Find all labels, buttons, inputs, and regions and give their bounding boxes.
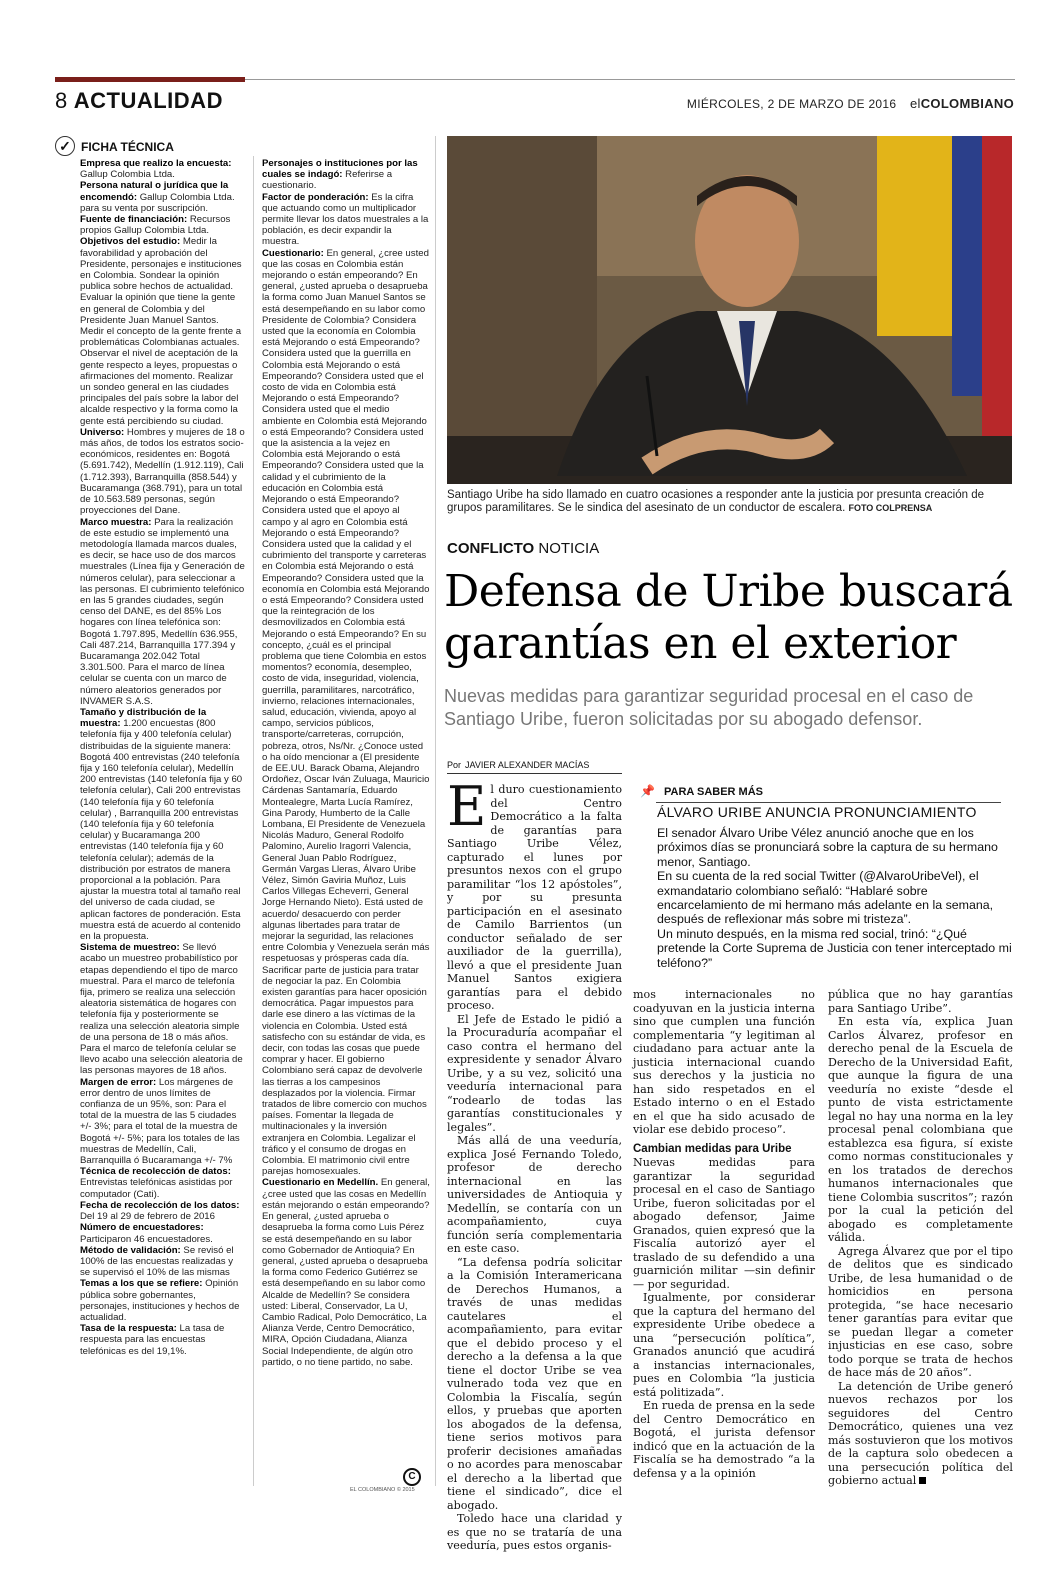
article-column-2 [633, 988, 815, 1480]
ficha-entry: Método de validación: Se revisó el 100% de las encuestas realizadas y se supervisó el 10% de las mismas [80, 1244, 234, 1279]
paragraph: Igualmente, por considerar que la captura del hermano del expresidente Uribe obedece a una “persecución política”, Granados anunció que acudirá a instancias internacionales, pues en Colombia “la justicia está politizada”. [633, 1291, 815, 1399]
paragraph: En rueda de prensa en la sede del Centro Democrático en Bogotá, el jurista defensor indicó que en la actuación de la Fiscalía se ha demostrado “a la defensa y a la opinión [633, 1399, 815, 1480]
ficha-entry: Cuestionario en Medellín. En general, ¿cree usted que las cosas en Medellín están mejorando o están empeorando? En general, ¿usted aprueba o desaprueba la forma como Luis Pérez se está desempeñando en su labor como Gobernador de Antioquia? En general, ¿usted aprueba o desaprueba la forma como Federico Gutiérrez se está desempeñando en su labor como Alcalde de Medellín? Se considera usted: Liberal, Conservador, La U, Cambio Radical, Polo Democrático, La Alianza Verde, Centro Democrático, MIRA, Opción Ciudadana, Alianza Social Independiente, de algún otro partido, o no tiene partido, no sabe. [262, 1177, 430, 1368]
paragraph: pública que no hay garantías para Santiago Uribe”. [828, 988, 1013, 1015]
ficha-entry: Margen de error: Los márgenes de error dentro de unos límites de confianza de un 95%, son: Para el total de la muestra de las 5 ciudades +/- 3%; para el total de la muestra de Bogotá +/- 5%; para los totales de las muestras de Medellín, Cali, Barranquilla ó Bucaramanga +/- 7% [80, 1076, 240, 1167]
paragraph: Más allá de una veeduría, explica José Fernando Toledo, profesor de derecho internacional en las universidades de Antioquia y Medellín, se contaría con un acompañamiento, cuya función sería complementaria en este caso. [447, 1134, 622, 1255]
lead-photo [447, 136, 1012, 484]
ficha-entry: Persona natural o jurídica que la encomendó: Gallup Colombia Ltda. para su venta por suscripción. [80, 180, 235, 214]
copyright: EL COLOMBIANO © 2015 [350, 1487, 415, 1493]
paragraph: mos internacionales no coadyuvan en la justicia interna sino que cumplen una función complementaria “y legitiman al ciudadano para actuar ante la justicia internacional cuando sus derechos y la justicia no han sido respetados en el Estado interno o en el Estado en el que ha sido acusado de violar ese debido proceso”. [633, 988, 815, 1136]
pin-icon: 📌 [640, 784, 655, 798]
byline: Por JAVIER ALEXANDER MACÍAS [447, 760, 590, 770]
ficha-entry: Universo: Hombres y mujeres de 18 o más años, de todos los estratos socio-económicos, residentes en: Bogotá (5.691.742), Medellín (1.912.119), Cali (1.712.393), Barranquilla (858.544) y Bucaramanga (368.791), para un total de 10.563.589 personas, según proyecciones del Dane. [80, 426, 245, 517]
section-name: ACTUALIDAD [73, 88, 223, 113]
dateline [687, 96, 1014, 111]
ficha-entry: Técnica de recolección de datos: Entrevistas telefónicas asistidas por computador (Cati). [80, 1166, 233, 1200]
issue-date: MIÉRCOLES, 2 DE MARZO DE 2016 [686, 97, 897, 111]
end-mark-icon [919, 1477, 926, 1484]
article-deck: Nuevas medidas para garantizar seguridad procesal en el caso de Santiago Uribe, fueron solicitadas por su abogado defensor. [444, 686, 974, 729]
article-subhead: Cambian medidas para Uribe [633, 1142, 792, 1155]
ficha-entry: Cuestionario: En general, ¿cree usted que las cosas en Colombia están mejorando o están empeorando? En general, ¿usted aprueba o desaprueba la forma como Juan Manuel Santos se está desempeñando en su labor como Presidente de Colombia? Considera usted que la economía en Colombia está Mejorando o está Empeorando? Considera usted que la guerrilla en Colombia está Mejorando o está Empeorando? Considera usted que el costo de vida en Colombia está Mejorando o está Empeorando? Considera usted que el medio ambiente en Colombia está Mejorando o está Empeorando? Considera usted que la asistencia a la vejez en Colombia está Mejorando o está Empeorando? Considera usted que la calidad y el cubrimiento de la educación en Colombia está Mejorando o está Empeorando? Considera usted que el apoyo al campo y al agro en Colombia está Mejorando o está Empeorando? Considera usted que la calidad y el cubrimiento del transporte y carreteras en Colombia está Mejorando o está Empeorando? Considera usted que la economía en Colombia está Mejorando o está Empeorando? Considera usted que la reintegración de los desmovilizados en Colombia está Mejorando o está Empeorando? En su concepto, ¿cuál es el principal problema que tiene Colombia en estos momentos? economía, desempleo, costo de vida, inseguridad, violencia, guerrilla, paramilitares, narcotráfico, invierno, relaciones internacionales, salud, educación, vivienda, apoyo al campo, servicios públicos, transporte/carreteras, corrupción, pobreza, otros, Ns/Nr. ¿Conoce usted o ha oído mencionar a (El presidente de EE.UU. Barack Obama, Alejandro Ordoñez, Oscar Iván Zuluaga, Mauricio Cárdenas Santamaría, Eduardo Montealegre, Marta Lucía Ramírez, Gina Parody, Humberto de la Calle Lombana, El Presidente de Venezuela Nicolás Maduro, General Rodolfo Palomino, Aurelio Iragorri Valencia, General Juan Pablo Rodríguez, Germán Vargas Lleras, Álvaro Uribe Vélez, Simón Gaviria Muñoz, Luis Carlos Villegas Echeverri, General Jorge Hernando Nieto). Está usted de acuerdo/ desacuerdo con perder algunas libertades para tratar de mejorar la seguridad, las relaciones entre Colombia y Venezuela serán más respetuosas y prósperas cada día. Sacrificar parte de justicia para tratar de negociar la paz. En Colombia existen garantías para hacer oposición democrática. Pagar impuestos para darle ese dinero a las víctimas de la violencia en Colombia. Usted está satisfecho con su estándar de vida, es decir, con todas las cosas que puede comprar y hacer. El gobierno Colombiano será capaz de devolverle las tierras a los campesinos desplazados por la violencia. Firmar tratados de libre comercio con muchos países. Fomentar la llegada de multinacionales y la inversión extranjera en Colombia. Legalizar el tráfico y el consumo de drogas en Colombia. El matrimonio civil entre parejas homosexuales. [262, 247, 430, 1178]
column-divider [253, 156, 254, 1486]
ficha-title: FICHA TÉCNICA [81, 140, 174, 154]
ficha-entry: Objetivos del estudio: Medir la favorabilidad y aprobación del Presidente, personajes e instituciones en Colombia. Sondear la opinión publica sobre hechos de actualidad. Evaluar la opinión que tiene la gente en general de Colombia y del Presidente Juan Manuel Santos. Medir el concepto de la gente frente a problemáticas Colombianas actuales. Observar el nivel de aceptación de la gente respecto a leyes, propuestas o afirmaciones del momento. Realizar un sondeo general en las ciudades principales del país sobre la labor del alcalde respectivo y la forma como la gente está percibiendo su ciudad. [80, 236, 242, 427]
photo-credit: FOTO COLPRENSA [848, 503, 933, 513]
header-rule [245, 79, 1015, 80]
ficha-entry: Tasa de la respuesta: La tasa de respuesta para las encuestas telefónicas es del 19,1%. [80, 1323, 225, 1357]
ficha-entry: Factor de ponderación: Es la cifra que actuando como un multiplicador permite llevar los datos muestrales a la población, es decir expandir la muestra. [262, 191, 429, 248]
ficha-entry: Fecha de recolección de los datos: Del 19 al 29 de febrero de 2016 [80, 1199, 240, 1223]
sidebar-rule [656, 802, 1001, 803]
paragraph: En esta vía, explica Juan Carlos Álvarez, profesor en derecho penal de la Escuela de Derecho de la Universidad Eafit, que aunque la figura de una veeduría no existe “desde el punto de vista estrictamente legal no hay una norma en la ley procesal penal colombiana que establezca esa figura, sí existe como normas constitucionales y en los tratados de derechos humanos internacionales que tiene Colombia suscritos”; razón por la cual la petición del abogado es completamente válida. [828, 1015, 1013, 1244]
page-number: 8 [55, 88, 68, 113]
article-headline: Defensa de Uribe buscará garantías en el exterior [444, 566, 1013, 669]
article-kicker: CONFLICTO NOTICIA [447, 540, 600, 557]
ficha-entry: Sistema de muestreo: Se llevó acabo un muestreo probabilístico por etapas dependiendo el tipo de marco muestral. Para el marco de telefonía fija, primero se realiza una selección aleatoria sistemática de hogares con telefonía fija y posteriormente se realiza una selección aleatoria simple de una persona de 18 o más años. Para el marco de telefonía celular se llevo acabo una selección aleatoria de las personas mayores de 18 años. [80, 942, 243, 1077]
article-column-1: El duro cuestionamiento del Centro Democrático a la falta de garantías para Santiago Uribe Vélez, capturado el lunes por presuntos nexos con el grupo paramilitar “los 12 apóstoles”, y por su presunta participación en el asesinato de Camilo Barrientos (un conductor señalado de ser auxiliador de la guerrilla), llevó a que el presidente Juan Manuel Santos exigiera garantías para el debido proceso. El Jefe de Estado le pidió a la Procuraduría acompañar el caso contra el hermano del expresidente y senador Álvaro Uribe, y a su vez, solicitó una veeduría internacional para “rodearlo de todas las garantías constitucionales y legales”. Más allá de una veeduría, explica José Fernando Toledo, profesor de derecho internacional en las universidades de Antioquia y Medellín, se contaría con un acompañamiento, cuya función sería complementaria en este caso. “La defensa podría solicitar a la Comisión Interamericana de Derechos Humanos, a través de unas medidas cautelares el acompañamiento, para evitar que el debido proceso y el derecho a la defensa a la que tiene el doctor Uribe se vea vulnerado toda vez que en Colombia la Fiscalía, según ellos, y pruebas que aporten los abogados de la defensa, tiene serios motivos para proferir decisiones amañadas o no acordes para menoscabar el derecho a la libertad que tiene el sindicado”, dice el abogado. Toledo hace una claridad y es que no se trataría de una veeduría, pues estos organis- [447, 775, 622, 1552]
sidebar-title: ÁLVARO URIBE ANUNCIA PRONUNCIAMIENTO [657, 804, 977, 820]
ficha-entry: Tamaño y distribución de la muestra: 1.200 encuestas (800 telefonía fija y 400 telefonía celular) distribuidas de la siguiente manera: Bogotá 400 entrevistas (240 telefonía fija y 160 telefonía celular), Medellín 200 entrevistas (140 telefonía fija y 60 telefonía celular), Cali 200 entrevistas (140 telefonía fija y 60 telefonía celular) , Barranquilla 200 entrevistas (140 telefonía fija y 60 telefonía celular) y Bucaramanga 200 entrevistas (140 telefonía fija y 60 telefonía celular); además de la distribución por estratos de manera proporcional a la población. Para ajustar la muestra total al tamaño real del universo de cada ciudad, se aplican factores de ponderación. Esta muestra está de acuerdo al contenido en la propuesta. [80, 706, 243, 943]
section-header [55, 88, 223, 114]
sidebar-tag: 📌 PARA SABER MÁS [640, 784, 764, 798]
photo-caption: Santiago Uribe ha sido llamado en cuatro ocasiones a responder ante la justicia por presunta creación de grupos paramilitares. Se le sindica del asesinato de un conductor de escalera. FOTO COLPRENSA [447, 489, 984, 514]
photo-santiago-uribe [447, 136, 1012, 484]
paragraph: El Jefe de Estado le pidió a la Procuraduría acompañar el caso contra el hermano del expresidente y senador Álvaro Uribe, y a su vez, solicitó una veeduría internacional para “rodearlo de todas las garantías constitucionales y legales”. [447, 1012, 622, 1134]
paragraph: Toledo hace una claridad y es que no se trataría de una veeduría, pues estos organis- [447, 1512, 622, 1552]
ficha-tecnica-header [55, 136, 174, 156]
sidebar-text: El senador Álvaro Uribe Vélez anunció anoche que en los próximos días se pronunciará sobre la captura de su hermano menor, Santiago. En su cuenta de la red social Twitter (@AlvaroUribeVel), el exmandatario colombiano señaló: “Hablaré sobre encarcelamiento de mi hermano más adelante en la semana, después de reflexionar más sobre mi tristeza”. Un minuto después, en la misma red social, trinó: “¿Qué pretende la Corte Suprema de Justicia con tener interceptado mi teléfono?” [657, 826, 1012, 970]
paragraph: Agrega Álvarez que por el tipo de delitos que es sindicado Uribe, de lesa humanidad o de homicidios en persona protegida, “se hace necesario tener garantías para evitar que se puedan llegar a cometer injusticias en ese caso, sobre todo porque se trata de hechos de hace más de 20 años”. [828, 1244, 1013, 1379]
para-saber-mas-box [640, 784, 1015, 970]
ficha-entry: Personajes o instituciones por las cuales se indagó: Referirse a cuestionario. [262, 158, 418, 192]
checkmark-icon: ✓ [55, 136, 75, 156]
drop-cap: E [447, 775, 487, 838]
ficha-entry: Empresa que realizo la encuesta: Gallup Colombia Ltda. [80, 158, 232, 181]
paragraph: La detención de Uribe generó nuevos rechazos por los seguidores del Centro Democrático, quienes una vez más sostuvieron que los motivos de la captura solo obedecen a una persecución política del gobierno actual [828, 1379, 1013, 1487]
ficha-entry: Temas a los que se refiere: Opinión pública sobre gobernantes, personajes, instituciones y hechos de actualidad. [80, 1278, 240, 1323]
ficha-entry: Número de encuestadores: Participaron 46 encuestadores. [80, 1222, 213, 1245]
article-column-3 [828, 988, 1013, 1488]
paragraph: “La defensa podría solicitar a la Comisión Interamericana de Derechos Humanos, a través de unas medidas cautelares el acompañamiento, para evitar que el debido proceso y el derecho a la defensa a la que tiene el doctor Uribe se vea vulnerado toda vez que en Colombia la Fiscalía, según ellos, y pruebas que aporten los abogados de la defensa, tiene serios motivos para proferir decisiones amañadas o no acordes para menoscabar el derecho a la libertad que tiene el sindicado”, dice el abogado. [447, 1255, 622, 1512]
paragraph: Nuevas medidas para garantizar la seguridad procesal en el caso de Santiago Uribe, fueron solicitadas por el abogado defensor, Jaime Granados, quien expresó que la Fiscalía autorizó ayer el traslado de su defendido a una guarnición militar —sin definir— por seguridad. [633, 1156, 815, 1291]
ficha-column-1 [80, 158, 245, 1478]
column-divider [435, 136, 436, 1486]
publisher-logo: C [403, 1468, 421, 1486]
masthead-brand: elCOLOMBIANO [910, 96, 1014, 111]
ficha-column-2 [262, 158, 430, 1458]
ficha-entry: Fuente de financiación: Recursos propios Gallup Colombia Ltda. [80, 214, 231, 237]
section-rule [55, 77, 245, 82]
byline-rule [447, 773, 622, 774]
ficha-entry: Marco muestra: Para la realización de este estudio se implementó una metodología llamada marcos duales, es decir, se hace uso de dos marcos muestrales (Línea fija y Generación de números celular), para seleccionar a las personas. El cubrimiento telefónico en las 5 grandes ciudades, según censo del DANE, es del 85% Los hogares con línea telefónica son: Bogotá 1.797.895, Medellín 636.955, Cali 487.214, Barranquilla 177.394 y Bucaramanga 202.042 Total 3.301.500. Para el marco de línea celular se cuenta con un marco de número aleatorios generados por INVAMER S.A.S. [80, 516, 245, 707]
